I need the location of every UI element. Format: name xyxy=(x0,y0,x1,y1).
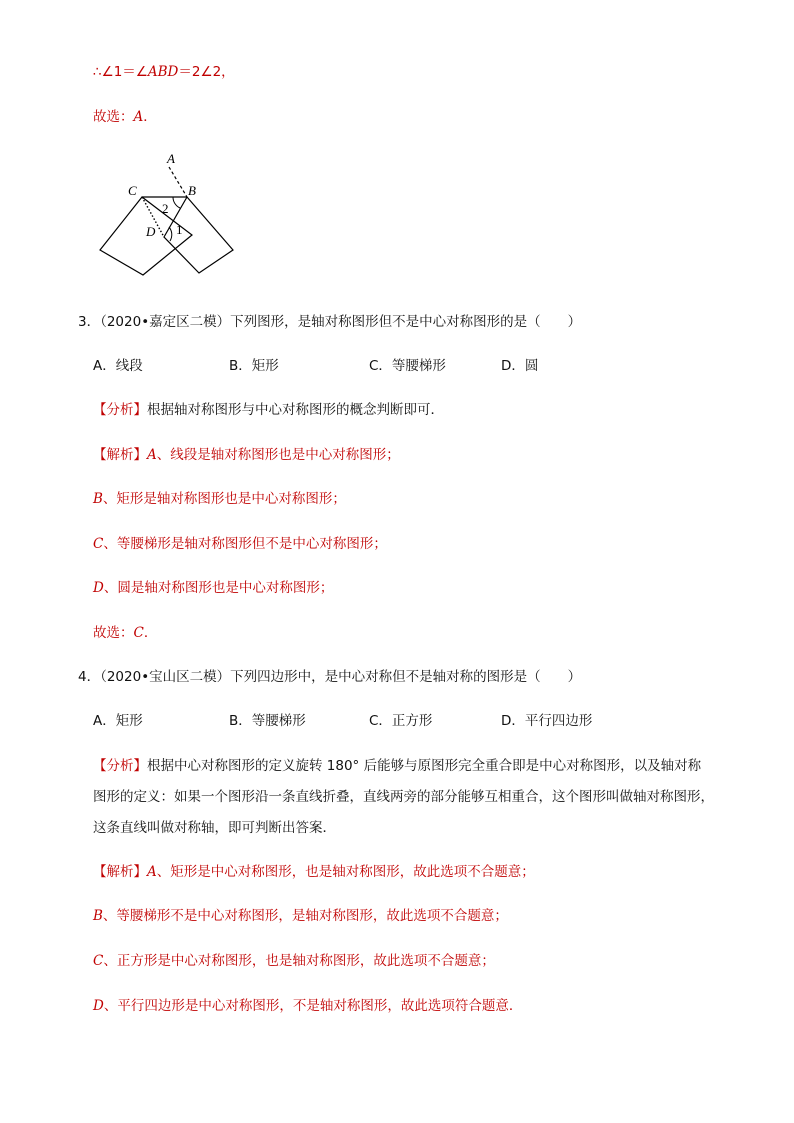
q4-solution-b xyxy=(93,904,508,924)
solution-letter: C xyxy=(93,953,104,969)
solution-tag: 【解析】 xyxy=(93,864,147,880)
solution-letter: D xyxy=(93,580,104,596)
q3-solution-d xyxy=(93,576,333,596)
right-rectangle xyxy=(164,197,233,273)
angle-abd: ABD xyxy=(147,64,179,80)
q3-solution-c xyxy=(93,532,387,552)
solution-letter: A xyxy=(147,447,157,463)
folded-strip-figure xyxy=(90,145,250,280)
q4-solution-a xyxy=(93,860,535,880)
q4-option-d[interactable]: D．平行四边形 xyxy=(501,713,593,729)
answer-value: A xyxy=(133,109,144,125)
solution-text: 、正方形是中心对称图形，也是轴对称图形，故此选项不合题意； xyxy=(103,953,495,969)
angle-1-arc xyxy=(169,227,172,241)
answer-end: ． xyxy=(143,625,158,641)
solution-text: 、圆是轴对称图形也是中心对称图形； xyxy=(103,580,334,596)
q3-option-a[interactable]: A．线段 xyxy=(93,358,143,374)
solution-tag: 【解析】 xyxy=(93,447,147,463)
analysis-tag: 【分析】 xyxy=(93,402,147,418)
q4-solution-d xyxy=(93,994,522,1014)
solution-text: 、平行四边形是中心对称图形，不是轴对称图形，故此选项符合题意． xyxy=(103,998,523,1014)
q4-option-b[interactable]: B．等腰梯形 xyxy=(229,713,306,729)
q4-option-c[interactable]: C．正方形 xyxy=(369,713,433,729)
q4-analysis-line-2: 图形的定义：如果一个图形沿一条直线折叠，直线两旁的部分能够互相重合，这个图形叫做轴对称图形， xyxy=(93,789,714,805)
solution-text: 、等腰梯形不是中心对称图形，是轴对称图形，故此选项不合题意； xyxy=(102,908,508,924)
label-c: C xyxy=(128,183,137,198)
q3-option-d[interactable]: D．圆 xyxy=(501,358,539,374)
label-b: B xyxy=(188,183,196,198)
q3-option-c[interactable]: C．等腰梯形 xyxy=(369,358,446,374)
q4-stem: 4．（2020•宝山区二模）下列四边形中，是中心对称但不是轴对称的图形是（ ） xyxy=(78,669,582,685)
therefore-suffix: ＝2∠2， xyxy=(178,64,235,80)
q3-solution-a xyxy=(93,443,400,463)
dashed-ab xyxy=(169,167,187,197)
q3-option-b[interactable]: B．矩形 xyxy=(229,358,279,374)
q3-analysis xyxy=(93,398,444,418)
analysis-tag: 【分析】 xyxy=(93,758,147,774)
answer-label: 故选： xyxy=(93,625,134,641)
q4-solution-c xyxy=(93,949,495,969)
angle-2-arc xyxy=(173,197,180,208)
label-d: D xyxy=(146,224,156,239)
answer-end: ． xyxy=(143,109,157,125)
label-a: A xyxy=(167,151,175,166)
label-angle-2: 2 xyxy=(162,201,169,216)
solution-letter: C xyxy=(93,536,104,552)
q3-solution-b xyxy=(93,487,346,507)
therefore-line xyxy=(93,60,235,80)
solution-letter: B xyxy=(93,908,103,924)
analysis-text: 根据轴对称图形与中心对称图形的概念判断即可． xyxy=(147,402,444,418)
q4-analysis-line-3: 这条直线叫做对称轴，即可判断出答案． xyxy=(93,820,336,836)
solution-text: 、矩形是中心对称图形，也是轴对称图形，故此选项不合题意； xyxy=(156,864,535,880)
analysis-text: 根据中心对称图形的定义旋转 180° 后能够与原图形完全重合即是中心对称图形，以及轴对称 xyxy=(147,758,702,774)
solution-text: 、矩形是轴对称图形也是中心对称图形； xyxy=(102,491,346,507)
solution-letter: D xyxy=(93,998,104,1014)
solution-letter: B xyxy=(93,491,103,507)
label-angle-1: 1 xyxy=(176,222,183,237)
answer-label: 故选： xyxy=(93,109,134,125)
q4-analysis-line-1 xyxy=(93,754,701,774)
solution-text: 、线段是轴对称图形也是中心对称图形； xyxy=(156,447,400,463)
q4-option-a[interactable]: A．矩形 xyxy=(93,713,143,729)
solution-text: 、等腰梯形是轴对称图形但不是中心对称图形； xyxy=(103,536,387,552)
therefore-prefix: ∴∠1＝∠ xyxy=(93,64,148,80)
answer-value: C xyxy=(133,625,144,641)
q2-answer-line xyxy=(93,105,157,125)
q3-answer-line xyxy=(93,621,157,641)
q3-stem: 3．（2020•嘉定区二模）下列图形，是轴对称图形但不是中心对称图形的是（ ） xyxy=(78,314,582,330)
solution-letter: A xyxy=(147,864,157,880)
